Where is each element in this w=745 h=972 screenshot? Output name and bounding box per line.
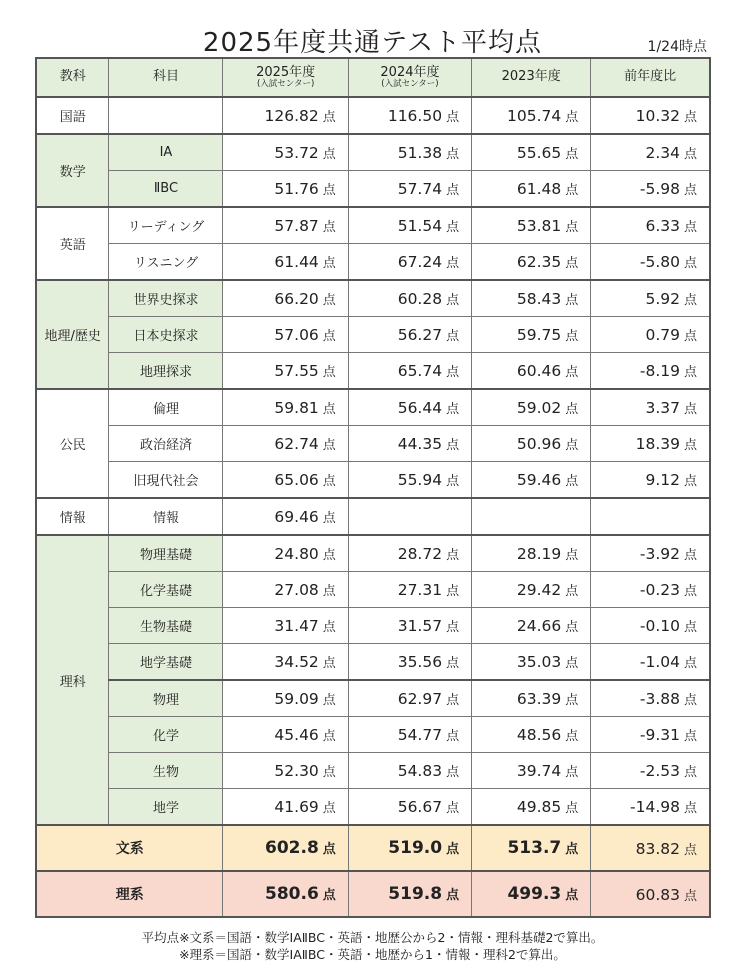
table-row xyxy=(36,317,710,353)
score-2023: 48.56 点 xyxy=(472,717,591,753)
score-2024: 56.44 点 xyxy=(348,389,471,426)
score-2023: 59.46 点 xyxy=(472,462,591,499)
category-cell: 情報 xyxy=(36,498,109,535)
table-row xyxy=(36,572,710,608)
score-2023: 55.65 点 xyxy=(472,134,591,171)
score-2025: 27.08 点 xyxy=(223,572,348,608)
score-diff: -3.88 点 xyxy=(591,680,710,717)
score-2025: 57.06 点 xyxy=(223,317,348,353)
total-diff: 60.83 点 xyxy=(591,871,710,917)
table-row xyxy=(36,171,710,208)
score-diff: 2.34 点 xyxy=(591,134,710,171)
subject-cell: 政治経済 xyxy=(109,426,223,462)
score-diff: -5.98 点 xyxy=(591,171,710,208)
footnote-2: ※理系＝国語・数学ⅠAⅡBC・英語・地歴から1・情報・理科2で算出。 xyxy=(179,947,566,962)
table-row xyxy=(36,462,710,499)
page-title: 2025年度共通テスト平均点 xyxy=(202,28,543,58)
score-diff: 5.92 点 xyxy=(591,280,710,317)
total-diff: 83.82 点 xyxy=(591,825,710,871)
score-2024: 44.35 点 xyxy=(348,426,471,462)
score-2024: 116.50 点 xyxy=(348,97,471,134)
category-cell: 英語 xyxy=(36,207,109,280)
score-2024: 54.83 点 xyxy=(348,753,471,789)
score-2025: 53.72 点 xyxy=(223,134,348,171)
subject-cell: 地学 xyxy=(109,789,223,826)
header-2025: 2025年度 (入試センター) xyxy=(223,58,348,97)
score-2023: 61.48 点 xyxy=(472,171,591,208)
total-label: 理系 xyxy=(36,871,223,917)
header-2024: 2024年度 (入試センター) xyxy=(348,58,471,97)
score-2023: 35.03 点 xyxy=(472,644,591,681)
score-2023 xyxy=(472,498,591,535)
score-2024: 55.94 点 xyxy=(348,462,471,499)
score-diff: -3.92 点 xyxy=(591,535,710,572)
score-2023: 63.39 点 xyxy=(472,680,591,717)
score-diff: -5.80 点 xyxy=(591,244,710,281)
score-2025: 24.80 点 xyxy=(223,535,348,572)
score-2023: 39.74 点 xyxy=(472,753,591,789)
subject-cell: 日本史探求 xyxy=(109,317,223,353)
total-2024: 519.8 点 xyxy=(348,871,471,917)
subject-cell: 物理基礎 xyxy=(109,535,223,572)
score-2024: 54.77 点 xyxy=(348,717,471,753)
total-row-bunkei xyxy=(36,825,710,871)
subject-cell: リーディング xyxy=(109,207,223,244)
score-diff: -8.19 点 xyxy=(591,353,710,390)
subject-cell: ⅠA xyxy=(109,134,223,171)
subject-cell: ⅡBC xyxy=(109,171,223,208)
score-diff: -9.31 点 xyxy=(591,717,710,753)
subject-cell: 倫理 xyxy=(109,389,223,426)
score-2025: 69.46 点 xyxy=(223,498,348,535)
score-diff: 18.39 点 xyxy=(591,426,710,462)
score-2023: 59.75 点 xyxy=(472,317,591,353)
category-cell: 理科 xyxy=(36,535,109,825)
score-2025: 34.52 点 xyxy=(223,644,348,681)
score-diff: -1.04 点 xyxy=(591,644,710,681)
score-2025: 62.74 点 xyxy=(223,426,348,462)
score-table xyxy=(35,57,711,918)
score-2025: 66.20 点 xyxy=(223,280,348,317)
total-2025: 580.6 点 xyxy=(223,871,348,917)
footnote-1: 平均点※文系＝国語・数学ⅠAⅡBC・英語・地歴公から2・情報・理科基礎2で算出。 xyxy=(141,930,604,945)
score-2024: 62.97 点 xyxy=(348,680,471,717)
score-2023: 105.74 点 xyxy=(472,97,591,134)
header-diff: 前年度比 xyxy=(591,58,710,97)
score-2024: 60.28 点 xyxy=(348,280,471,317)
table-row xyxy=(36,353,710,390)
score-2023: 60.46 点 xyxy=(472,353,591,390)
category-cell: 地理/歴史 xyxy=(36,280,109,389)
score-2025: 45.46 点 xyxy=(223,717,348,753)
score-2024: 57.74 点 xyxy=(348,171,471,208)
subject-cell: 地学基礎 xyxy=(109,644,223,681)
total-2024: 519.0 点 xyxy=(348,825,471,871)
table-row xyxy=(36,680,710,717)
score-2024: 65.74 点 xyxy=(348,353,471,390)
score-diff: 6.33 点 xyxy=(591,207,710,244)
score-2025: 59.81 点 xyxy=(223,389,348,426)
table-row xyxy=(36,753,710,789)
table-row xyxy=(36,244,710,281)
score-2024: 28.72 点 xyxy=(348,535,471,572)
score-2023: 24.66 点 xyxy=(472,608,591,644)
score-diff: -0.23 点 xyxy=(591,572,710,608)
score-2023: 53.81 点 xyxy=(472,207,591,244)
score-2023: 62.35 点 xyxy=(472,244,591,281)
total-label: 文系 xyxy=(36,825,223,871)
score-2023: 50.96 点 xyxy=(472,426,591,462)
score-2025: 59.09 点 xyxy=(223,680,348,717)
table-row xyxy=(36,134,710,171)
header-row xyxy=(36,58,710,97)
table-row xyxy=(36,97,710,134)
total-2023: 499.3 点 xyxy=(472,871,591,917)
score-diff xyxy=(591,498,710,535)
score-2025: 51.76 点 xyxy=(223,171,348,208)
category-cell: 数学 xyxy=(36,134,109,207)
as-of-date: 1/24時点 xyxy=(647,39,707,55)
score-diff: -14.98 点 xyxy=(591,789,710,826)
subject-cell xyxy=(109,97,223,134)
subject-cell: 物理 xyxy=(109,680,223,717)
table-row xyxy=(36,535,710,572)
subject-cell: 生物 xyxy=(109,753,223,789)
subject-cell: 地理探求 xyxy=(109,353,223,390)
score-diff: 0.79 点 xyxy=(591,317,710,353)
header-2023: 2023年度 xyxy=(472,58,591,97)
score-2023: 58.43 点 xyxy=(472,280,591,317)
score-2024: 56.27 点 xyxy=(348,317,471,353)
score-2024: 31.57 点 xyxy=(348,608,471,644)
table-row xyxy=(36,644,710,681)
subject-cell: リスニング xyxy=(109,244,223,281)
table-row xyxy=(36,207,710,244)
score-diff: 3.37 点 xyxy=(591,389,710,426)
score-2025: 61.44 点 xyxy=(223,244,348,281)
total-row-rikei xyxy=(36,871,710,917)
score-2023: 28.19 点 xyxy=(472,535,591,572)
score-diff: -2.53 点 xyxy=(591,753,710,789)
header-subject: 科目 xyxy=(109,58,223,97)
subject-cell: 生物基礎 xyxy=(109,608,223,644)
table-row xyxy=(36,717,710,753)
header-category: 教科 xyxy=(36,58,109,97)
score-diff: 10.32 点 xyxy=(591,97,710,134)
score-2024: 67.24 点 xyxy=(348,244,471,281)
footnotes xyxy=(0,929,745,963)
score-2025: 41.69 点 xyxy=(223,789,348,826)
table-row xyxy=(36,426,710,462)
score-2024: 51.54 点 xyxy=(348,207,471,244)
table-row xyxy=(36,389,710,426)
score-2023: 29.42 点 xyxy=(472,572,591,608)
score-2025: 65.06 点 xyxy=(223,462,348,499)
total-2025: 602.8 点 xyxy=(223,825,348,871)
table-row xyxy=(36,498,710,535)
score-2024: 35.56 点 xyxy=(348,644,471,681)
score-2025: 126.82 点 xyxy=(223,97,348,134)
score-2025: 31.47 点 xyxy=(223,608,348,644)
score-2025: 57.87 点 xyxy=(223,207,348,244)
subject-cell: 化学 xyxy=(109,717,223,753)
score-diff: -0.10 点 xyxy=(591,608,710,644)
score-2025: 52.30 点 xyxy=(223,753,348,789)
subject-cell: 情報 xyxy=(109,498,223,535)
score-2024: 56.67 点 xyxy=(348,789,471,826)
total-2023: 513.7 点 xyxy=(472,825,591,871)
score-2024 xyxy=(348,498,471,535)
score-2024: 51.38 点 xyxy=(348,134,471,171)
score-2025: 57.55 点 xyxy=(223,353,348,390)
subject-cell: 世界史探求 xyxy=(109,280,223,317)
score-2023: 59.02 点 xyxy=(472,389,591,426)
score-diff: 9.12 点 xyxy=(591,462,710,499)
category-cell: 公民 xyxy=(36,389,109,498)
score-2024: 27.31 点 xyxy=(348,572,471,608)
score-2023: 49.85 点 xyxy=(472,789,591,826)
table-row xyxy=(36,280,710,317)
subject-cell: 化学基礎 xyxy=(109,572,223,608)
category-cell: 国語 xyxy=(36,97,109,134)
table-row xyxy=(36,608,710,644)
subject-cell: 旧現代社会 xyxy=(109,462,223,499)
table-row xyxy=(36,789,710,826)
